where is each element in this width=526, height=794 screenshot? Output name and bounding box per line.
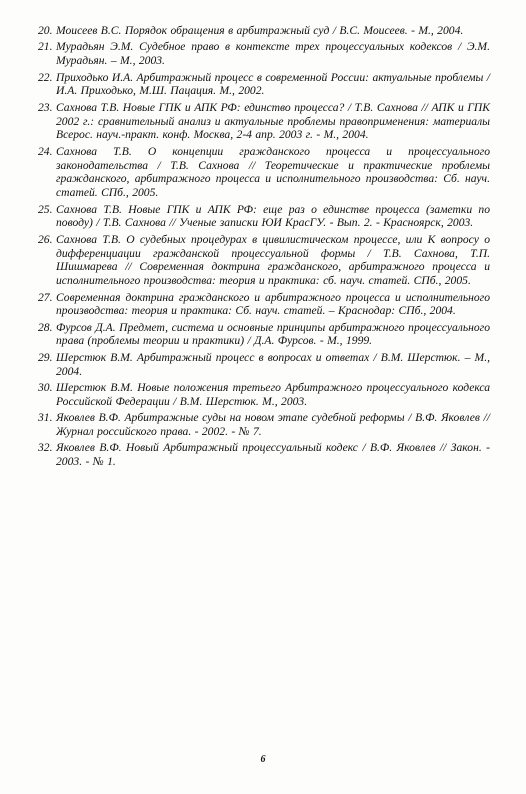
reference-item bbox=[38, 145, 490, 200]
reference-item bbox=[38, 24, 490, 38]
reference-text: Мурадьян Э.М. Судебное право в контексте трех процессуальных кодексов / Э.М. Мурадьян. – М., 2003. bbox=[56, 40, 490, 68]
reference-list bbox=[38, 24, 490, 472]
reference-text: Современная доктрина гражданского и арбитражного процесса и исполнительного производства: теория и практика: Сб. науч. статей. – Краснодар: СПб., 2004. bbox=[56, 290, 490, 318]
reference-text: Моисеев В.С. Порядок обращения в арбитражный суд / В.С. Моисеев. - М., 2004. bbox=[56, 24, 464, 37]
reference-number: 31. bbox=[38, 411, 53, 425]
reference-text: Яковлев В.Ф. Арбитражные суды на новом этапе судебной реформы / В.Ф. Яковлев // Журнал российского права. - 2002. - № 7. bbox=[56, 411, 490, 439]
reference-number: 29. bbox=[38, 350, 53, 364]
reference-number: 22. bbox=[38, 70, 53, 84]
reference-item bbox=[38, 40, 490, 68]
reference-number: 32. bbox=[38, 441, 53, 455]
reference-text: Шерстюк В.М. Новые положения третьего Арбитражного процессуального кодекса Российской Федерации / В.М. Шерстюк. М., 2003. bbox=[56, 381, 490, 408]
reference-text: Фурсов Д.А. Предмет, система и основные принципы арбитражного процессуального права (проблемы теории и практики) / Д.А. Фурсов. - М., 1999. bbox=[56, 320, 490, 348]
reference-item bbox=[38, 381, 490, 409]
reference-item bbox=[38, 71, 490, 99]
reference-number: 28. bbox=[38, 320, 53, 334]
reference-text: Шерстюк В.М. Арбитражный процесс в вопросах и ответах / В.М. Шерстюк. – М., 2004. bbox=[56, 350, 490, 378]
reference-item bbox=[38, 233, 490, 288]
reference-item bbox=[38, 203, 490, 231]
reference-text: Сахнова Т.В. О концепции гражданского процесса и процессуального законодательства / Т.В. Сахнова // Теоретические и практические проблемы гражданского, арбитражного процесса и исполнительного производства: Сб. науч. статей. СПб., 2005. bbox=[56, 144, 490, 200]
reference-text: Яковлев В.Ф. Новый Арбитражный процессуальный кодекс / В.Ф. Яковлев // Закон. - 2003. - № 1. bbox=[56, 441, 490, 469]
reference-number: 30. bbox=[38, 381, 53, 395]
reference-number: 27. bbox=[38, 290, 53, 304]
reference-number: 25. bbox=[38, 202, 53, 216]
reference-number: 26. bbox=[38, 232, 53, 246]
page-number: 6 bbox=[260, 754, 266, 765]
reference-text: Сахнова Т.В. Новые ГПК и АПК РФ: единство процесса? / Т.В. Сахнова // АПК и ГПК 2002 г.: сравнительный анализ и актуальные проблемы правоприменения: материалы Всерос. науч.-практ. конф. Москва, 2-4 апр. 2003 г. - М., 2004. bbox=[56, 100, 490, 142]
reference-item bbox=[38, 101, 490, 142]
reference-number: 24. bbox=[38, 144, 53, 158]
reference-text: Приходько И.А. Арбитражный процесс в современной России: актуальные проблемы / И.А. Приходько, М.Ш. Пацация. М., 2002. bbox=[56, 70, 490, 98]
reference-item bbox=[38, 441, 490, 469]
reference-item bbox=[38, 351, 490, 379]
reference-number: 23. bbox=[38, 100, 53, 114]
reference-item bbox=[38, 291, 490, 319]
reference-number: 21. bbox=[38, 40, 53, 54]
reference-text: Сахнова Т.В. Новые ГПК и АПК РФ: еще раз о единстве процесса (заметки по поводу) / Т.В. Сахнова // Ученые записки ЮИ КрасГУ. - Вып. 2. - Красноярск, 2003. bbox=[56, 202, 490, 230]
reference-item bbox=[38, 321, 490, 349]
reference-item bbox=[38, 411, 490, 439]
reference-number: 20. bbox=[38, 24, 53, 37]
reference-text: Сахнова Т.В. О судебных процедурах в цивилистическом процессе, или К вопросу о дифференциации гражданской процессуальной формы / Т.В. Сахнова, Т.П. Шишмарева // Современная доктрина гражданского, арбитражного процесса и исполнительного производства: теория и практика: сб. науч. статей. СПб., 2005. bbox=[56, 232, 490, 288]
